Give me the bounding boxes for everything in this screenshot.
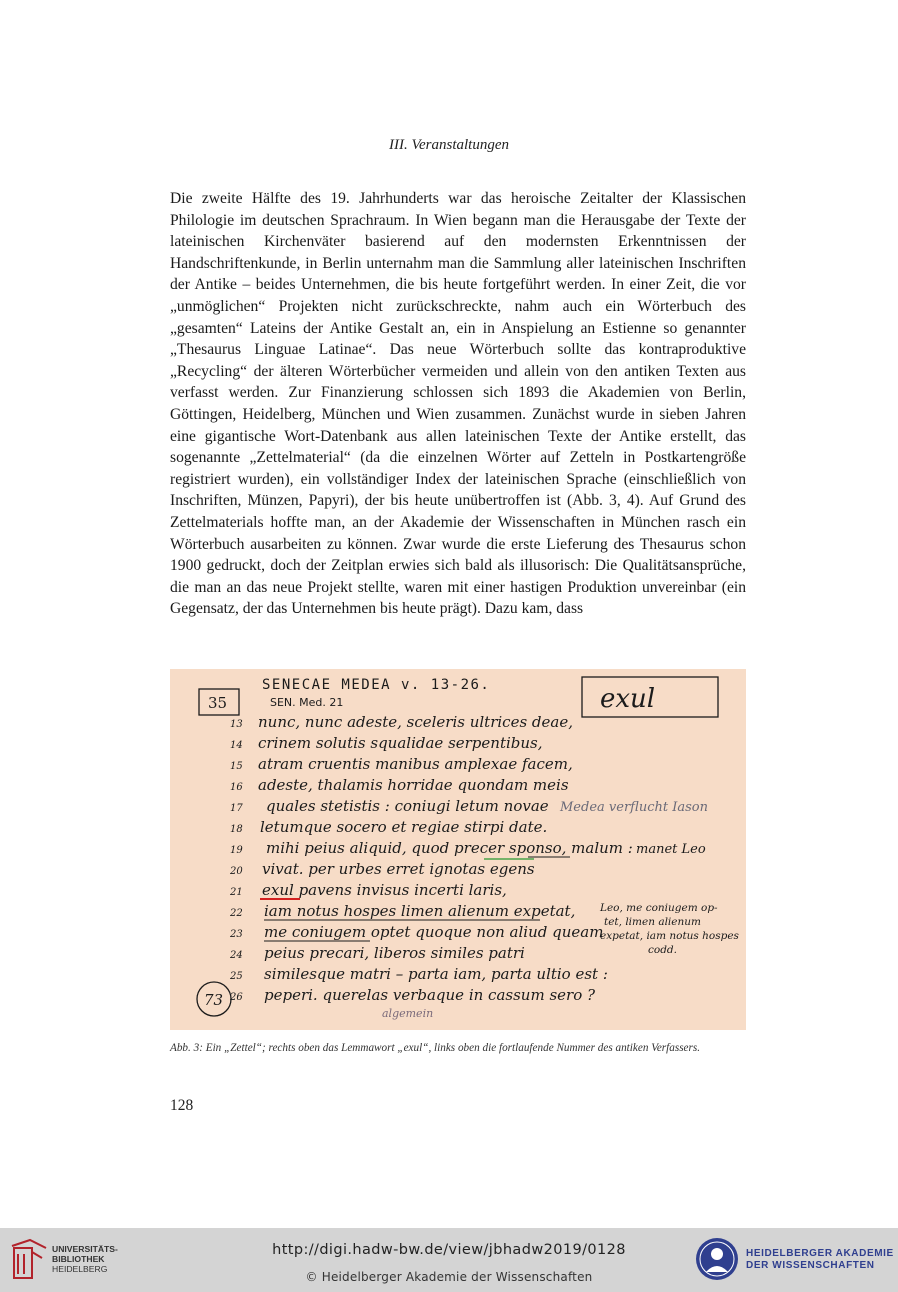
copyright-notice: © Heidelberger Akademie der Wissenschaften — [305, 1270, 593, 1284]
verse-line: me coniugem optet quoque non aliud queam — [264, 923, 604, 941]
margin-note-leo: tet, limen alienum — [604, 916, 701, 928]
academy-name — [746, 1248, 894, 1272]
lemma-word: exul — [600, 684, 656, 714]
line-number: 23 — [230, 929, 243, 940]
academy-line-1: HEIDELBERGER AKADEMIE — [746, 1248, 894, 1259]
library-line-3: HEIDELBERG — [52, 1264, 108, 1274]
line-number: 25 — [230, 971, 243, 982]
page-number: 128 — [170, 1097, 194, 1114]
author-number: 73 — [204, 991, 224, 1009]
line-number: 21 — [230, 887, 243, 898]
margin-note-leo: codd. — [648, 944, 677, 956]
verse-line: atram cruentis manibus amplexae facem, — [258, 755, 573, 773]
footer-bar — [0, 1228, 898, 1292]
verse-line: iam notus hospes limen alienum expetat, — [264, 902, 576, 920]
verse-line: vivat. per urbes erret ignotas egens — [262, 860, 535, 878]
margin-note-medea: Medea verflucht Iason — [560, 800, 708, 815]
card-source: SEN. Med. 21 — [270, 696, 344, 709]
line-number: 15 — [230, 761, 243, 772]
margin-note-leo: expetat, iam notus hospes — [600, 930, 739, 942]
line-number: 19 — [230, 845, 243, 856]
margin-note-leo: Leo, me coniugem op- — [600, 902, 718, 914]
figure-zettel-card — [170, 669, 746, 1030]
verse-line: quales stetistis : coniugi letum novae — [266, 797, 549, 815]
verse-line: letumque socero et regiae stirpi date. — [260, 818, 548, 836]
body-text — [170, 188, 746, 620]
bottom-note: algemein — [382, 1007, 434, 1020]
line-number: 14 — [230, 740, 243, 751]
verse-line: similesque matri – parta iam, parta ultio est : — [264, 965, 608, 983]
body-paragraph: Die zweite Hälfte des 19. Jahrhunderts war das heroische Zeitalter der Klassischen Philologie im deutschen Sprachraum. In Wien begann man die Herausgabe der Texte der lateinischen Kirchenväter basierend auf den modernsten Erkenntnissen der Handschriftenkunde, in Berlin unternahm man die Sammlung aller lateinischen Inschriften der Antike – beides Unternehmen, die bis heute fortgeführt werden. In einer Zeit, die vor „unmöglichen“ Projekten nicht zurückschreckte, nahm auch ein Wörterbuch des „gesamten“ Lateins der Antike Gestalt an, ein in Anspielung an Estienne so genannter „Thesaurus Linguae Latinae“. Das neue Wörterbuch sollte das kontraproduktive „Recycling“ der älteren Wörterbücher vermeiden und allein von den antiken Texten aus verfasst werden. Zur Finanzierung schlossen sich 1893 die Akademien von Berlin, Göttingen, Heidelberg, München und Wien zusammen. Zunächst wurde in sieben Jahren eine gigantische Wort-Datenbank aus allen lateinischen Texte der Antike erstellt, das sogenannte „Zettelmaterial“ (da die einzelnen Wörter auf Zetteln in Postkartengröße registriert wurden), ein vollständiger Index der lateinischen Sprache (einschließlich von Inschriften, Münzen, Papyri), der bis heute unübertroffen ist (Abb. 3, 4). Auf Grund des Zettelmaterials hoffte man, an der Akademie der Wissenschaften in München rasch ein Wörterbuch ausarbeiten zu können. Zwar wurde die erste Lieferung des Thesaurus schon 1900 gedruckt, doch der Zeitplan erwies sich bald als illusorisch: Die Qualitätsansprüche, die man an das neue Projekt stellte, waren mit einer hastigen Produktion unvereinbar (ein Gegensatz, der das Unternehmen bis heute prägt). Dazu kam, dass — [170, 190, 746, 618]
line-number: 13 — [230, 719, 243, 730]
card-number: 35 — [208, 694, 228, 712]
line-number: 20 — [230, 866, 243, 877]
academy-line-2: DER WISSENSCHAFTEN — [746, 1260, 875, 1271]
verse-line: peperi. querelas verbaque in cassum sero ? — [264, 986, 596, 1004]
line-number: 18 — [230, 824, 243, 835]
line-number: 26 — [230, 992, 243, 1003]
line-number: 16 — [230, 782, 243, 793]
line-number: 22 — [230, 908, 243, 919]
figure-caption: Abb. 3: Ein „Zettel“; rechts oben das Lemmawort „exul“, links oben die fortlaufende Nummer des antiken Verfassers. — [170, 1042, 701, 1054]
zettel-card-drawing — [170, 669, 746, 1030]
running-header: III. Veranstaltungen — [389, 137, 509, 153]
verse-line: mihi peius aliquid, quod precer sponso, malum : — [266, 839, 633, 857]
verse-line: adeste, thalamis horridae quondam meis — [258, 776, 569, 794]
library-line-1: UNIVERSITÄTS- — [52, 1244, 118, 1254]
verse-line: nunc, nunc adeste, sceleris ultrices deae, — [258, 713, 573, 731]
margin-note-manet: manet Leo — [636, 842, 706, 857]
verse-line: exul pavens invisus incerti laris, — [262, 881, 507, 899]
verse-line: crinem solutis squalidae serpentibus, — [258, 734, 543, 752]
verse-line: peius precari, liberos similes patri — [264, 944, 525, 962]
document-url-link[interactable]: http://digi.hadw-bw.de/view/jbhadw2019/0128 — [272, 1242, 626, 1258]
line-number: 24 — [230, 950, 243, 961]
card-header: SENECAE MEDEA v. 13-26. — [262, 677, 491, 693]
line-number: 17 — [230, 803, 243, 814]
academy-seal-icon — [694, 1236, 740, 1282]
library-line-2: BIBLIOTHEK — [52, 1254, 105, 1264]
